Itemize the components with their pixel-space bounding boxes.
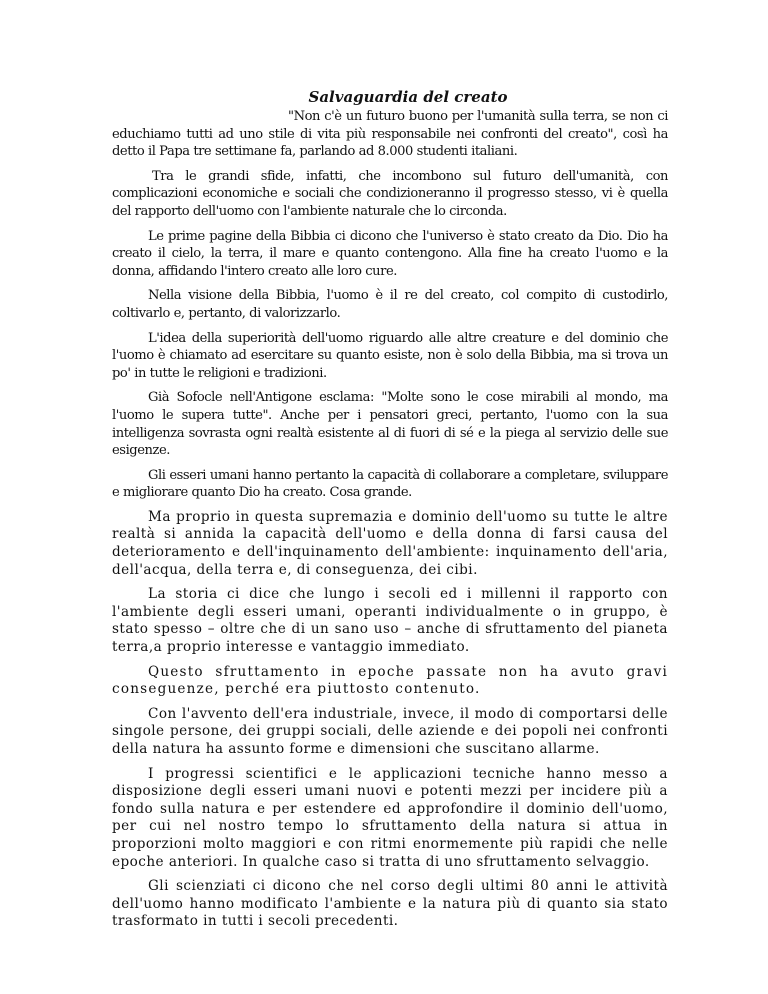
paragraph-4: Nella visione della Bibbia, l'uomo è il re del creato, col compito di custodirlo, coltivarlo e, pertanto, di valorizzarlo. [112,288,668,321]
paragraph-5: L'idea della superiorità dell'uomo riguardo alle altre creature e del dominio che l'uomo è chiamato ad esercitare su quanto esiste, non è solo della Bibbia, ma si trova un po' in tutte le religioni e tradizioni. [112,330,668,381]
paragraph-9: La storia ci dice che lungo i secoli ed i millenni il rapporto con l'ambiente degli esseri umani, operanti individualmente o in gruppo, è stato spesso – oltre che di un sano uso – anche di sfruttamento del pianeta terra,a proprio interesse e vantaggio immediato. [112,586,668,656]
paragraph-2: Tra le grandi sfide, infatti, che incombono sul futuro dell'umanità, con complicazioni economiche e sociali che condizioneranno il progresso stesso, vi è quella del rapporto dell'uomo con l'ambiente naturale che lo circonda. [112,168,668,219]
paragraph-12: I progressi scientifici e le applicazioni tecniche hanno messo a disposizione degli esseri umani nuovi e potenti mezzi per incidere più a fondo sulla natura e per estendere ed approfondire il dominio dell'uomo, per cui nel nostro tempo lo sfruttamento della natura si attua in proporzioni molto maggiori e con ritmi enormemente più rapidi che nelle epoche anteriori. In qualche caso si tratta di uno sfruttamento selvaggio. [112,765,668,870]
paragraph-11: Con l'avvento dell'era industriale, invece, il modo di comportarsi delle singole persone, dei gruppi sociali, delle aziende e dei popoli nei confronti della natura ha assunto forme e dimensioni che suscitano allarme. [112,705,668,757]
paragraph-8: Ma proprio in questa supremazia e dominio dell'uomo su tutte le altre realtà si annida la capacità dell'uomo e della donna di farsi causa del deterioramento e dell'inquinamento dell'ambiente: inquinamento dell'aria, dell'acqua, della terra e, di conseguenza, dei cibi. [112,508,668,578]
paragraph-6: Già Sofocle nell'Antigone esclama: "Molte sono le cose mirabili al mondo, ma l'uomo le supera tutte". Anche per i pensatori greci, pertanto, l'uomo con la sua intelligenza sovrasta ogni realtà esistente al di fuori di sé e la piega al servizio delle sue esigenze. [112,390,668,459]
paragraph-7: Gli esseri umani hanno pertanto la capacità di collaborare a completare, sviluppare e migliorare quanto Dio ha creato. Cosa grande. [112,467,668,501]
paragraph-3: Le prime pagine della Bibbia ci dicono che l'universo è stato creato da Dio. Dio ha creato il cielo, la terra, il mare e quanto contengono. Alla fine ha creato l'uomo e la donna, affidando l'intero creato alle loro cure. [112,228,668,279]
paragraph-1: "Non c'è un futuro buono per l'umanità sulla terra, se non ci educhiamo tutti ad uno stile di vita più responsabile nei confronti del creato", così ha detto il Papa tre settimane fa, parlando ad 8.000 studenti italiani. [112,109,668,160]
paragraph-10: Questo sfruttamento in epoche passate non ha avuto gravi conseguenze, perché era piuttosto contenuto. [112,663,668,698]
paragraph-13: Gli scienziati ci dicono che nel corso degli ultimi 80 anni le attività dell'uomo hanno modificato l'ambiente e la natura più di quanto sia stato trasformato in tutti i secoli precedenti. [112,878,668,930]
document-page [112,88,668,938]
document-title: Salvaguardia del creato [308,88,508,106]
